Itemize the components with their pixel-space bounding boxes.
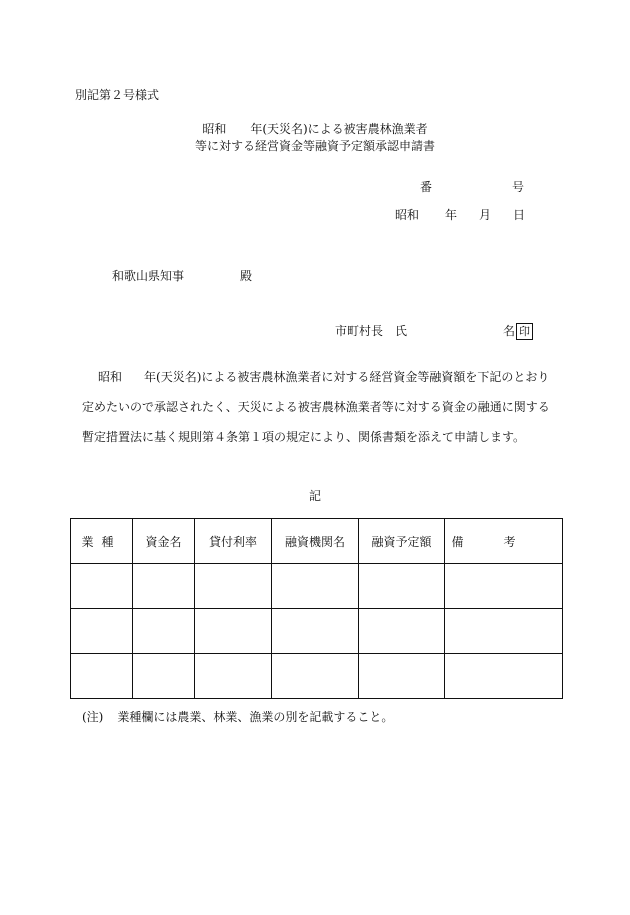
body-paragraph-line-1	[98, 368, 578, 385]
table-cell[interactable]	[133, 609, 195, 654]
header-gyoshu: 業種	[71, 519, 133, 564]
table-row	[71, 564, 563, 609]
addressee	[112, 267, 252, 284]
table-cell[interactable]	[71, 654, 133, 699]
table-header-row	[71, 519, 563, 564]
table-row	[71, 609, 563, 654]
ki-heading: 記	[308, 489, 321, 503]
table-cell[interactable]	[195, 564, 272, 609]
table-cell[interactable]	[445, 609, 563, 654]
document-title-line-2: 等に対する経営資金等融資予定額承認申請書	[194, 139, 435, 153]
date-year: 年	[445, 208, 458, 222]
table-cell[interactable]	[195, 654, 272, 699]
table-cell[interactable]	[133, 564, 195, 609]
sender	[335, 322, 533, 340]
number-label: 番	[420, 180, 433, 194]
table-cell[interactable]	[359, 654, 445, 699]
body-paragraph-line-3: 暫定措置法に基く規則第４条第１項の規定により、関係書類を添えて申請します。	[82, 430, 526, 444]
addressee-name: 和歌山県知事	[112, 269, 185, 283]
table-row	[71, 654, 563, 699]
number-suffix: 号	[512, 180, 525, 194]
table-cell[interactable]	[71, 564, 133, 609]
header-biko: 備考	[445, 519, 563, 564]
body-paragraph-line-2: 定めたいので承認されたく、天災による被害農林漁業者等に対する資金の融通に関する	[82, 400, 550, 414]
table-cell[interactable]	[445, 564, 563, 609]
seal-box: 印	[516, 323, 533, 340]
table-cell[interactable]	[272, 609, 359, 654]
document-date	[395, 206, 525, 223]
table-cell[interactable]	[445, 654, 563, 699]
table-cell[interactable]	[359, 564, 445, 609]
addressee-honorific: 殿	[240, 269, 253, 283]
date-era: 昭和	[395, 208, 420, 222]
document-title-line-1: 昭和 年(天災名)による被害農林漁業者	[202, 122, 428, 136]
header-yushi-yoteigaku: 融資予定額	[359, 519, 445, 564]
table-cell[interactable]	[133, 654, 195, 699]
table-cell[interactable]	[195, 609, 272, 654]
sender-name-label: 名	[503, 324, 516, 338]
header-shikinmei: 資金名	[133, 519, 195, 564]
sender-title: 市町村長 氏	[335, 324, 408, 338]
date-day: 日	[513, 208, 526, 222]
table-cell[interactable]	[272, 654, 359, 699]
body-era: 昭和	[98, 370, 123, 384]
funding-table	[70, 518, 563, 699]
footnote-label: (注)	[82, 710, 104, 724]
table-cell[interactable]	[71, 609, 133, 654]
footnote	[82, 708, 393, 725]
body-line-1-text: 年(天災名)による被害農林漁業者に対する経営資金等融資額を下記のとおり	[144, 370, 550, 384]
form-label: 別記第２号様式	[75, 88, 160, 102]
document-number	[420, 178, 524, 195]
table-cell[interactable]	[359, 609, 445, 654]
table-cell[interactable]	[272, 564, 359, 609]
header-kashitsuke-riritsu: 貸付利率	[195, 519, 272, 564]
footnote-text: 業種欄には農業、林業、漁業の別を記載すること。	[117, 710, 394, 724]
date-month: 月	[479, 208, 492, 222]
header-yushi-kikanmei: 融資機関名	[272, 519, 359, 564]
